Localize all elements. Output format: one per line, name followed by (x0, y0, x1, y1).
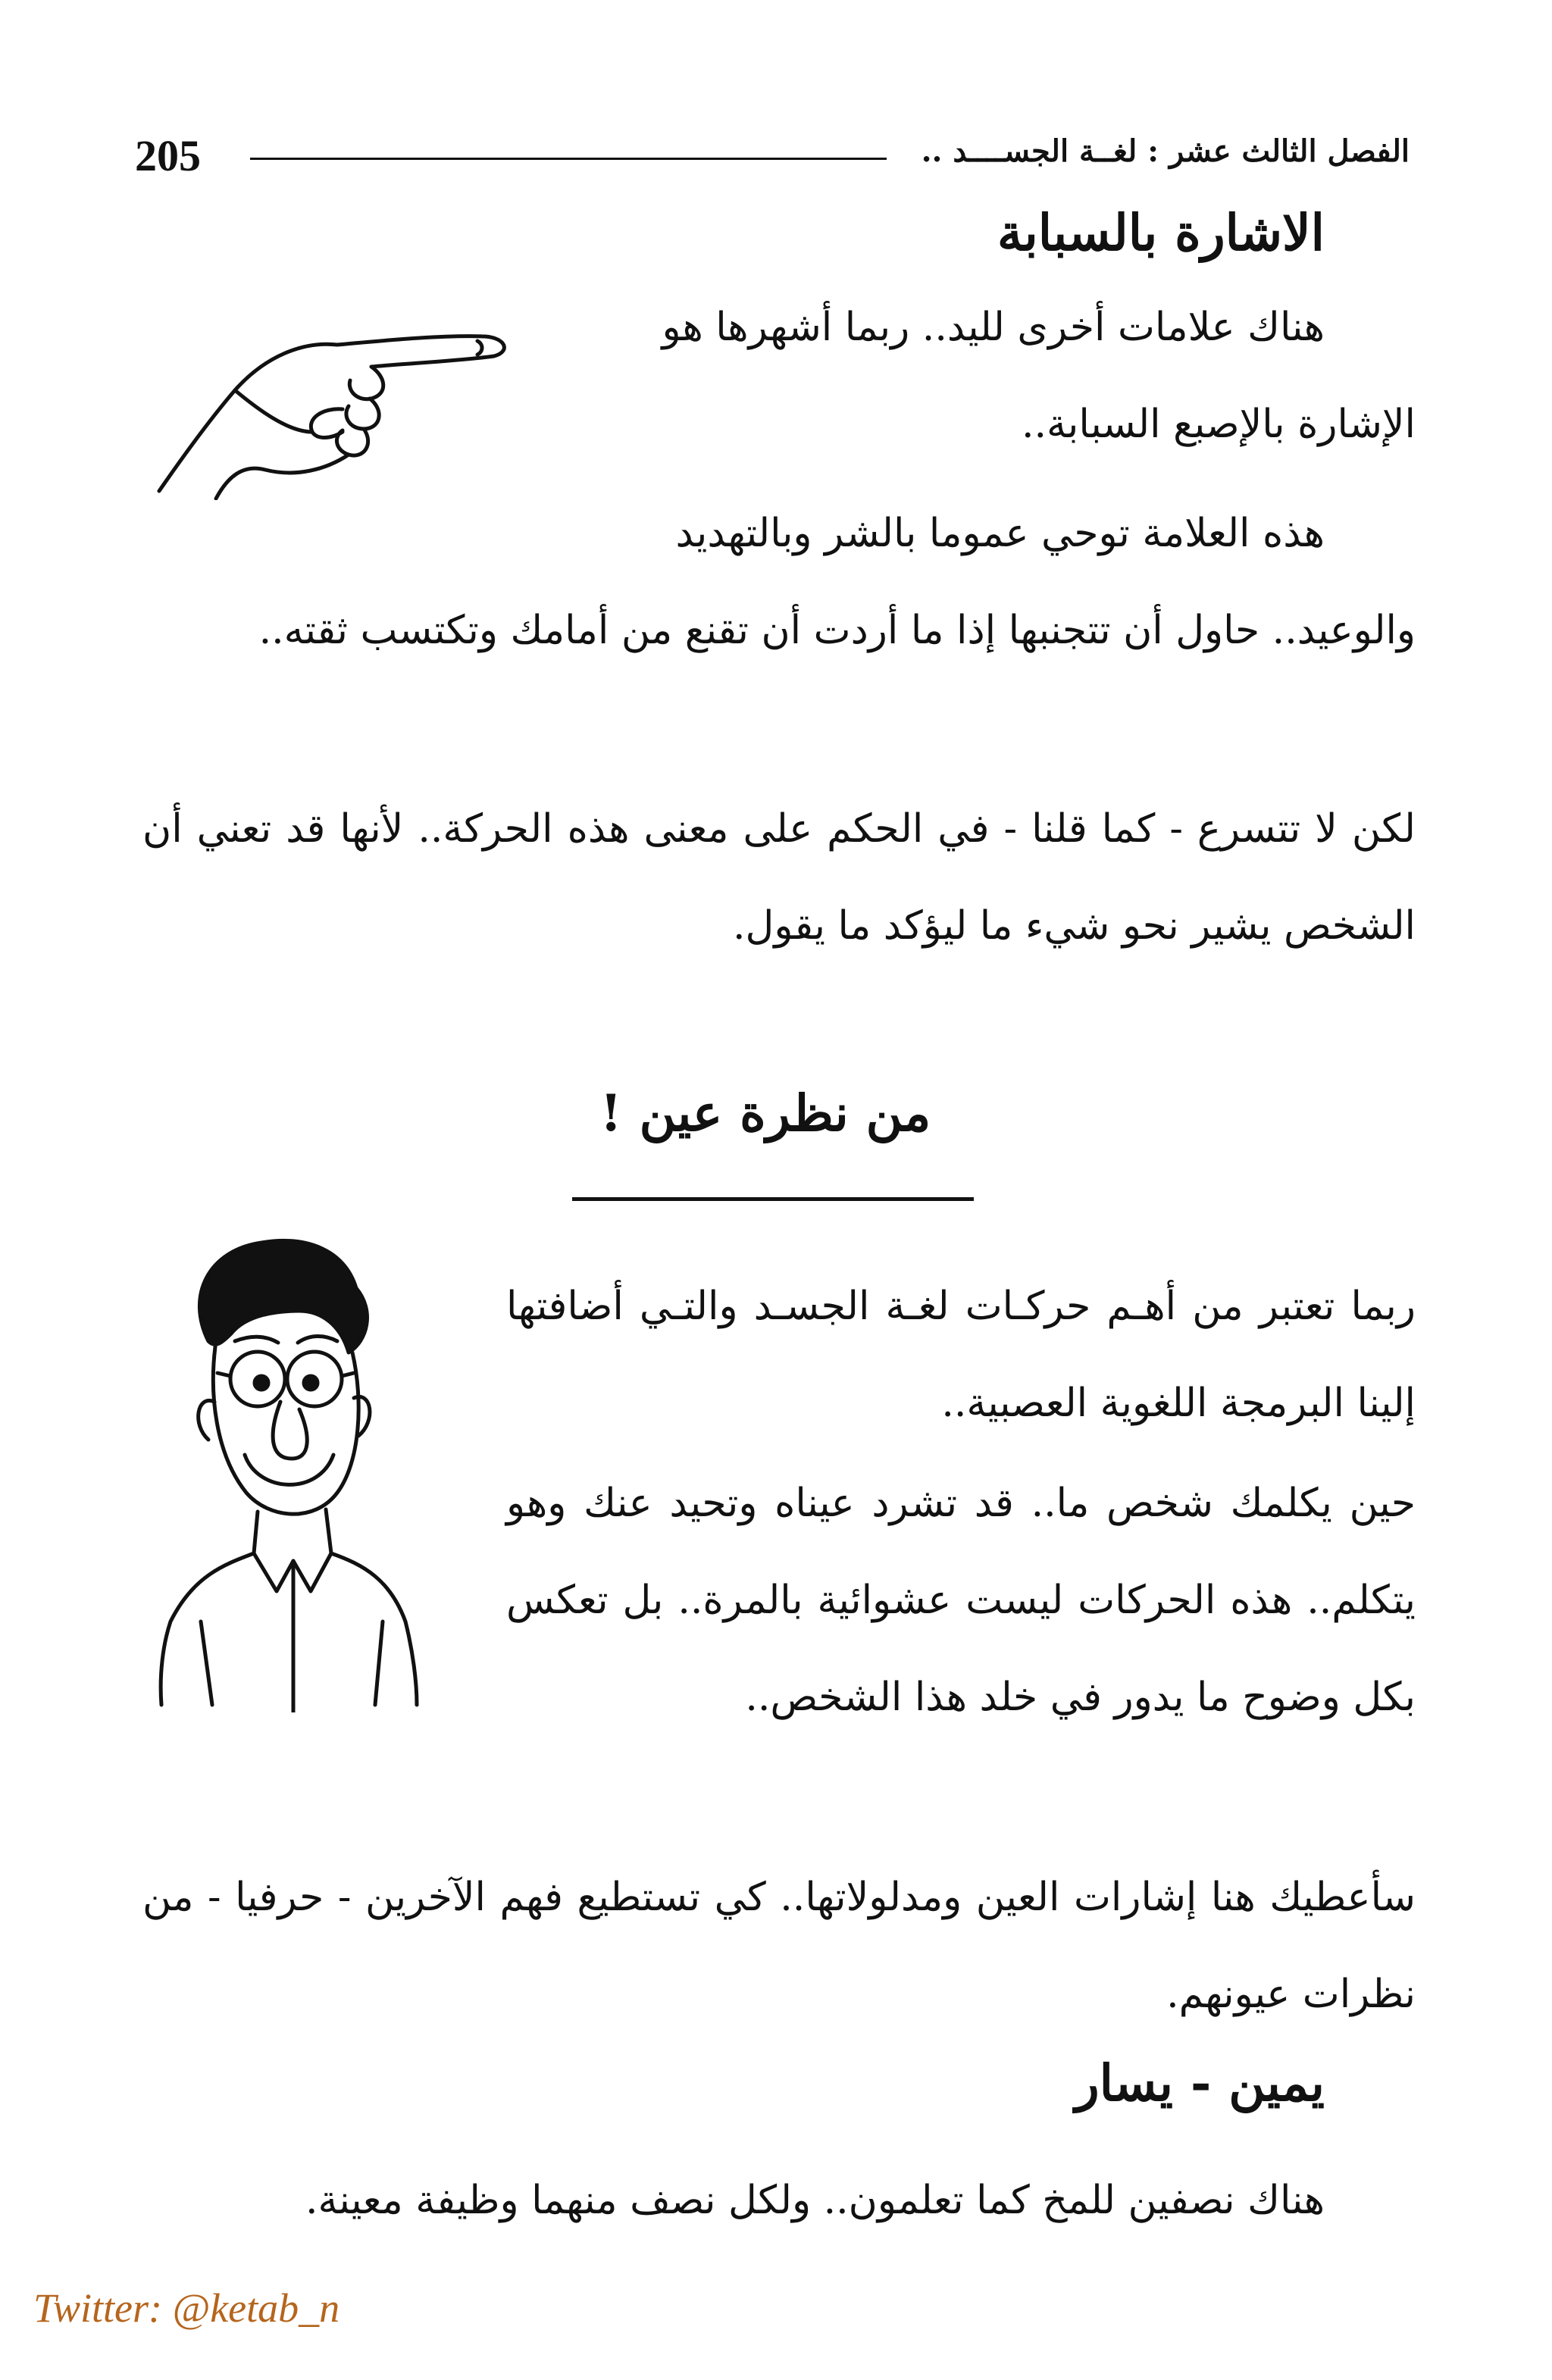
paragraph: والوعيد.. حاول أن تتجنبها إذا ما أردت أن تقنع من أمامك وتكتسب ثقته.. (258, 608, 1416, 653)
paragraph: لكن لا تتسرع - كما قلنا - في الحكم على معنى هذه الحركة.. لأنها قد تعني أن الشخص يشير نحو شيء ما ليؤكد ما يقول. (142, 806, 1416, 949)
page-number: 205 (135, 131, 201, 180)
cartoon-man-icon (155, 1228, 428, 1712)
paragraph: هناك علامات أخرى لليد.. ربما أشهرها هو (662, 305, 1325, 350)
cartoon-man-illustration (155, 1228, 428, 1712)
running-header (129, 130, 1410, 183)
paragraph: هذه العلامة توحي عموما بالشر وبالتهديد (675, 511, 1325, 556)
paragraph: ربما تعتبر من أهـم حركـات لغـة الجسـد والتـي أضافتها إلينا البرمجة اللغوية العصبية.. (506, 1284, 1416, 1426)
section-heading-right-left: يمين - يسار (1075, 2053, 1325, 2113)
section-heading-index-finger: الاشارة بالسبابة (997, 203, 1325, 262)
header-rule (250, 158, 887, 160)
section-heading-eye-glance: من نظرة عين ! (599, 1084, 931, 1143)
pointing-hand-icon (144, 318, 523, 500)
chapter-title: الفصل الثالث عشر : لغــة الجســــد .. (921, 133, 1410, 169)
paragraph: حين يكلمك شخص ما.. قد تشرد عيناه وتحيد عنك وهو يتكلم.. هذه الحركات ليست عشوائية بالمرة.. بل تعكس بكل وضوح ما يدور في خلد هذا الشخص.. (506, 1481, 1416, 1720)
paragraph: هناك نصفين للمخ كما تعلمون.. ولكل نصف منهما وظيفة معينة. (305, 2178, 1325, 2223)
paragraph: سأعطيك هنا إشارات العين ومدلولاتها.. كي تستطيع فهم الآخرين - حرفيا - من نظرات عيونهم. (142, 1875, 1416, 2017)
twitter-watermark: Twitter: @ketab_n (33, 2285, 340, 2331)
paragraph: الإشارة بالإصبع السبابة.. (1021, 402, 1416, 447)
heading-underline (572, 1197, 974, 1201)
pointing-hand-illustration (144, 318, 523, 500)
